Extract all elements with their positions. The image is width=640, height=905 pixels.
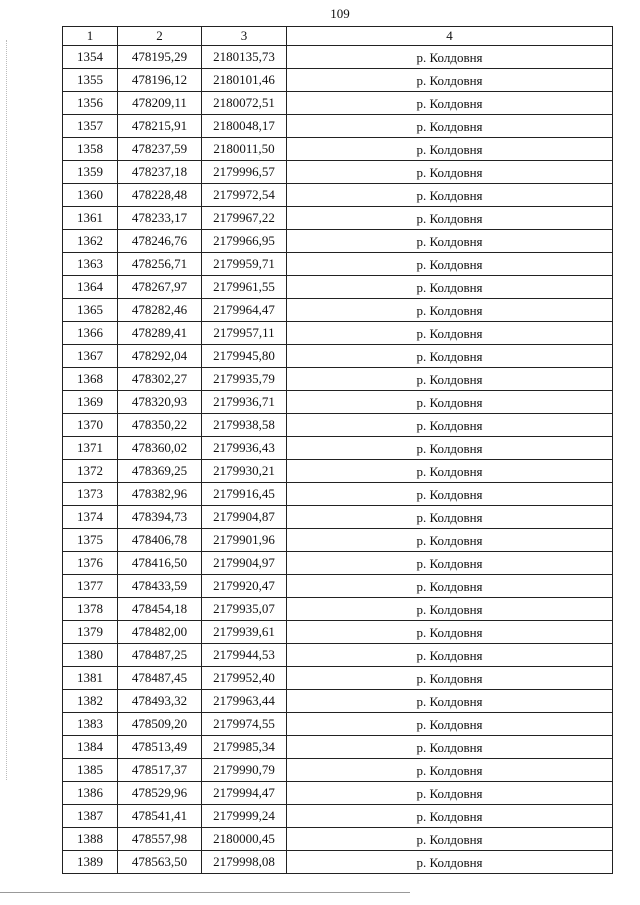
column-header-4: 4 (287, 27, 613, 46)
description-cell: р. Колдовня (287, 690, 613, 713)
y-coordinate-cell: 2180048,17 (202, 115, 287, 138)
coordinates-table (62, 26, 613, 874)
point-number-cell: 1382 (63, 690, 118, 713)
x-coordinate-cell: 478406,78 (118, 529, 202, 552)
scan-bottom-line (0, 892, 410, 893)
table-row (63, 46, 613, 69)
point-number-cell: 1363 (63, 253, 118, 276)
x-coordinate-cell: 478454,18 (118, 598, 202, 621)
description-cell: р. Колдовня (287, 230, 613, 253)
x-coordinate-cell: 478529,96 (118, 782, 202, 805)
x-coordinate-cell: 478487,25 (118, 644, 202, 667)
point-number-cell: 1380 (63, 644, 118, 667)
x-coordinate-cell: 478215,91 (118, 115, 202, 138)
point-number-cell: 1383 (63, 713, 118, 736)
description-cell: р. Колдовня (287, 322, 613, 345)
table-row (63, 713, 613, 736)
y-coordinate-cell: 2179974,55 (202, 713, 287, 736)
description-cell: р. Колдовня (287, 138, 613, 161)
y-coordinate-cell: 2179938,58 (202, 414, 287, 437)
point-number-cell: 1388 (63, 828, 118, 851)
y-coordinate-cell: 2180101,46 (202, 69, 287, 92)
y-coordinate-cell: 2179972,54 (202, 184, 287, 207)
x-coordinate-cell: 478482,00 (118, 621, 202, 644)
description-cell: р. Колдовня (287, 207, 613, 230)
y-coordinate-cell: 2179930,21 (202, 460, 287, 483)
table-row (63, 460, 613, 483)
y-coordinate-cell: 2179935,07 (202, 598, 287, 621)
column-header-2: 2 (118, 27, 202, 46)
point-number-cell: 1361 (63, 207, 118, 230)
point-number-cell: 1358 (63, 138, 118, 161)
y-coordinate-cell: 2179944,53 (202, 644, 287, 667)
table-row (63, 276, 613, 299)
table-row (63, 690, 613, 713)
x-coordinate-cell: 478382,96 (118, 483, 202, 506)
y-coordinate-cell: 2179990,79 (202, 759, 287, 782)
description-cell: р. Колдовня (287, 575, 613, 598)
x-coordinate-cell: 478513,49 (118, 736, 202, 759)
x-coordinate-cell: 478267,97 (118, 276, 202, 299)
description-cell: р. Колдовня (287, 276, 613, 299)
x-coordinate-cell: 478233,17 (118, 207, 202, 230)
description-cell: р. Колдовня (287, 483, 613, 506)
x-coordinate-cell: 478350,22 (118, 414, 202, 437)
table-row (63, 851, 613, 874)
table-row (63, 253, 613, 276)
table-row (63, 575, 613, 598)
description-cell: р. Колдовня (287, 161, 613, 184)
y-coordinate-cell: 2179952,40 (202, 667, 287, 690)
scan-edge-mark (6, 40, 7, 780)
y-coordinate-cell: 2180000,45 (202, 828, 287, 851)
y-coordinate-cell: 2179964,47 (202, 299, 287, 322)
point-number-cell: 1376 (63, 552, 118, 575)
description-cell: р. Колдовня (287, 759, 613, 782)
x-coordinate-cell: 478369,25 (118, 460, 202, 483)
table-row (63, 782, 613, 805)
point-number-cell: 1364 (63, 276, 118, 299)
x-coordinate-cell: 478302,27 (118, 368, 202, 391)
table-row (63, 414, 613, 437)
description-cell: р. Колдовня (287, 598, 613, 621)
point-number-cell: 1368 (63, 368, 118, 391)
x-coordinate-cell: 478237,18 (118, 161, 202, 184)
point-number-cell: 1374 (63, 506, 118, 529)
table-row (63, 161, 613, 184)
y-coordinate-cell: 2180072,51 (202, 92, 287, 115)
column-header-1: 1 (63, 27, 118, 46)
table-row (63, 322, 613, 345)
description-cell: р. Колдовня (287, 667, 613, 690)
point-number-cell: 1378 (63, 598, 118, 621)
description-cell: р. Колдовня (287, 184, 613, 207)
table-row (63, 368, 613, 391)
table-row (63, 483, 613, 506)
point-number-cell: 1356 (63, 92, 118, 115)
table-row (63, 621, 613, 644)
table-row (63, 299, 613, 322)
x-coordinate-cell: 478360,02 (118, 437, 202, 460)
point-number-cell: 1375 (63, 529, 118, 552)
x-coordinate-cell: 478320,93 (118, 391, 202, 414)
description-cell: р. Колдовня (287, 506, 613, 529)
y-coordinate-cell: 2179936,43 (202, 437, 287, 460)
y-coordinate-cell: 2179994,47 (202, 782, 287, 805)
y-coordinate-cell: 2179966,95 (202, 230, 287, 253)
x-coordinate-cell: 478416,50 (118, 552, 202, 575)
y-coordinate-cell: 2179945,80 (202, 345, 287, 368)
description-cell: р. Колдовня (287, 391, 613, 414)
x-coordinate-cell: 478282,46 (118, 299, 202, 322)
x-coordinate-cell: 478196,12 (118, 69, 202, 92)
description-cell: р. Колдовня (287, 805, 613, 828)
x-coordinate-cell: 478289,41 (118, 322, 202, 345)
x-coordinate-cell: 478195,29 (118, 46, 202, 69)
y-coordinate-cell: 2179904,87 (202, 506, 287, 529)
x-coordinate-cell: 478209,11 (118, 92, 202, 115)
y-coordinate-cell: 2179959,71 (202, 253, 287, 276)
description-cell: р. Колдовня (287, 345, 613, 368)
y-coordinate-cell: 2179996,57 (202, 161, 287, 184)
y-coordinate-cell: 2179904,97 (202, 552, 287, 575)
point-number-cell: 1373 (63, 483, 118, 506)
y-coordinate-cell: 2180135,73 (202, 46, 287, 69)
table-row (63, 138, 613, 161)
y-coordinate-cell: 2179920,47 (202, 575, 287, 598)
y-coordinate-cell: 2180011,50 (202, 138, 287, 161)
point-number-cell: 1359 (63, 161, 118, 184)
table-row (63, 667, 613, 690)
point-number-cell: 1385 (63, 759, 118, 782)
description-cell: р. Колдовня (287, 368, 613, 391)
point-number-cell: 1369 (63, 391, 118, 414)
point-number-cell: 1367 (63, 345, 118, 368)
point-number-cell: 1360 (63, 184, 118, 207)
description-cell: р. Колдовня (287, 69, 613, 92)
description-cell: р. Колдовня (287, 529, 613, 552)
y-coordinate-cell: 2179939,61 (202, 621, 287, 644)
description-cell: р. Колдовня (287, 851, 613, 874)
y-coordinate-cell: 2179935,79 (202, 368, 287, 391)
x-coordinate-cell: 478509,20 (118, 713, 202, 736)
table-row (63, 598, 613, 621)
point-number-cell: 1387 (63, 805, 118, 828)
description-cell: р. Колдовня (287, 253, 613, 276)
x-coordinate-cell: 478517,37 (118, 759, 202, 782)
description-cell: р. Колдовня (287, 92, 613, 115)
x-coordinate-cell: 478557,98 (118, 828, 202, 851)
point-number-cell: 1354 (63, 46, 118, 69)
description-cell: р. Колдовня (287, 713, 613, 736)
y-coordinate-cell: 2179901,96 (202, 529, 287, 552)
x-coordinate-cell: 478493,32 (118, 690, 202, 713)
table-row (63, 644, 613, 667)
column-header-3: 3 (202, 27, 287, 46)
point-number-cell: 1379 (63, 621, 118, 644)
description-cell: р. Колдовня (287, 736, 613, 759)
table-row (63, 92, 613, 115)
table-row (63, 437, 613, 460)
x-coordinate-cell: 478563,50 (118, 851, 202, 874)
table-row (63, 552, 613, 575)
y-coordinate-cell: 2179963,44 (202, 690, 287, 713)
table-body (63, 46, 613, 874)
table-row (63, 115, 613, 138)
y-coordinate-cell: 2179985,34 (202, 736, 287, 759)
page-number: 109 (330, 6, 350, 21)
y-coordinate-cell: 2179916,45 (202, 483, 287, 506)
description-cell: р. Колдовня (287, 115, 613, 138)
point-number-cell: 1370 (63, 414, 118, 437)
point-number-cell: 1372 (63, 460, 118, 483)
x-coordinate-cell: 478394,73 (118, 506, 202, 529)
table-row (63, 207, 613, 230)
table-row (63, 230, 613, 253)
point-number-cell: 1386 (63, 782, 118, 805)
table-row (63, 805, 613, 828)
description-cell: р. Колдовня (287, 828, 613, 851)
x-coordinate-cell: 478237,59 (118, 138, 202, 161)
point-number-cell: 1389 (63, 851, 118, 874)
table-header-row (63, 27, 613, 46)
table-row (63, 736, 613, 759)
x-coordinate-cell: 478487,45 (118, 667, 202, 690)
point-number-cell: 1366 (63, 322, 118, 345)
y-coordinate-cell: 2179936,71 (202, 391, 287, 414)
point-number-cell: 1384 (63, 736, 118, 759)
x-coordinate-cell: 478256,71 (118, 253, 202, 276)
table-row (63, 759, 613, 782)
description-cell: р. Колдовня (287, 46, 613, 69)
y-coordinate-cell: 2179961,55 (202, 276, 287, 299)
point-number-cell: 1377 (63, 575, 118, 598)
x-coordinate-cell: 478433,59 (118, 575, 202, 598)
table-row (63, 184, 613, 207)
table-row (63, 391, 613, 414)
x-coordinate-cell: 478541,41 (118, 805, 202, 828)
table-row (63, 345, 613, 368)
y-coordinate-cell: 2179999,24 (202, 805, 287, 828)
description-cell: р. Колдовня (287, 299, 613, 322)
description-cell: р. Колдовня (287, 552, 613, 575)
table-row (63, 69, 613, 92)
point-number-cell: 1371 (63, 437, 118, 460)
x-coordinate-cell: 478292,04 (118, 345, 202, 368)
description-cell: р. Колдовня (287, 644, 613, 667)
description-cell: р. Колдовня (287, 460, 613, 483)
description-cell: р. Колдовня (287, 621, 613, 644)
point-number-cell: 1357 (63, 115, 118, 138)
table-row (63, 506, 613, 529)
point-number-cell: 1355 (63, 69, 118, 92)
x-coordinate-cell: 478228,48 (118, 184, 202, 207)
description-cell: р. Колдовня (287, 437, 613, 460)
y-coordinate-cell: 2179967,22 (202, 207, 287, 230)
point-number-cell: 1381 (63, 667, 118, 690)
description-cell: р. Колдовня (287, 414, 613, 437)
point-number-cell: 1365 (63, 299, 118, 322)
y-coordinate-cell: 2179957,11 (202, 322, 287, 345)
x-coordinate-cell: 478246,76 (118, 230, 202, 253)
y-coordinate-cell: 2179998,08 (202, 851, 287, 874)
point-number-cell: 1362 (63, 230, 118, 253)
description-cell: р. Колдовня (287, 782, 613, 805)
table-row (63, 529, 613, 552)
table-row (63, 828, 613, 851)
